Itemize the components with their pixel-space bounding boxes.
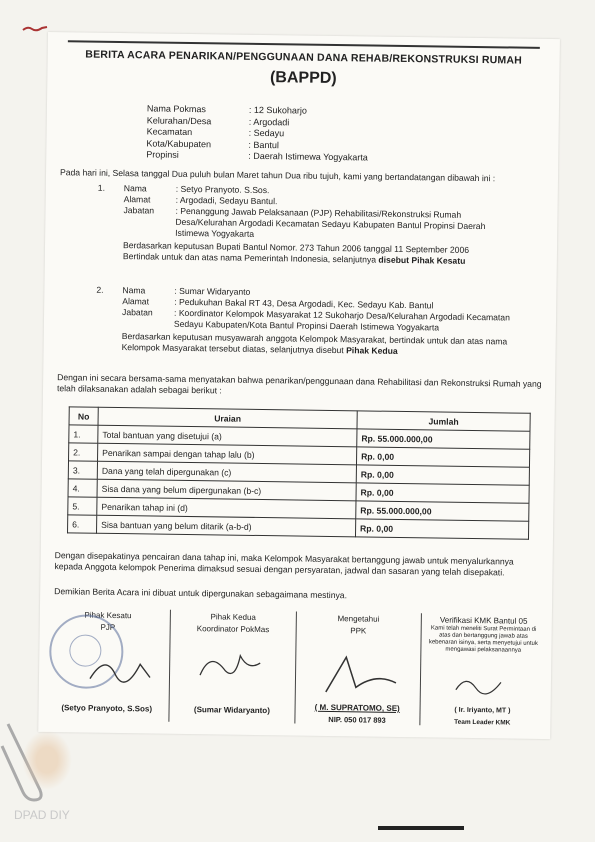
emblem-seal-icon	[22, 730, 72, 790]
handwritten-signature-icon	[85, 649, 156, 690]
info-value: : Sedayu	[248, 127, 285, 139]
row-amount: Rp. 0,00	[355, 519, 528, 539]
row-number: 3.	[68, 461, 97, 479]
handwritten-signature-icon	[451, 672, 511, 697]
signature-subtitle: Kami telah meneliti Surat Permintaan di atas dan bertanggung jawab atas kebenaran isinya, serta menyetujui untuk mengawasi pelaksanaannya	[428, 625, 538, 654]
signature-name: ( Ir. Iriyanto, MT )	[454, 706, 511, 715]
info-label: Kecamatan	[146, 126, 193, 138]
signature-title: Pihak Kedua	[210, 612, 256, 622]
pokmas-info	[146, 103, 368, 164]
signature-name: (Setyo Pranyoto, S.Sos)	[61, 703, 153, 714]
closing-text: Dengan disepakatinya pencairan dana tahap ini, maka Kelompok Masyarakat bertanggung jawab untuk menyalurkannya kepada Anggota kelompok Penerima dimaksud sesuai dengan persyaratan, jadwal dan sasaran yang telah disepakati.	[54, 550, 514, 578]
signature-subtitle: PJP	[100, 622, 116, 632]
handwritten-signature-icon	[315, 652, 406, 699]
address-label: Alamat	[123, 194, 151, 205]
name-label: Nama	[123, 183, 147, 194]
info-value: : Daerah Istimewa Yogyakarta	[248, 150, 368, 163]
document-page	[38, 32, 560, 739]
party-one	[97, 183, 516, 268]
info-label: Kelurahan/Desa	[146, 114, 212, 126]
handwritten-signature-icon	[190, 640, 271, 691]
row-description: Dana yang telah dipergunakan (c)	[97, 461, 356, 483]
document-code: (BAPPD)	[269, 69, 337, 88]
signature-name: (Sumar Widaryanto)	[193, 705, 270, 716]
party-basis	[96, 331, 542, 359]
row-amount: Rp. 0,00	[356, 465, 529, 485]
watermark: DPAD DIY	[14, 808, 70, 822]
info-label: Propinsi	[146, 149, 179, 160]
position-label: Jabatan	[122, 307, 153, 318]
info-row	[146, 149, 368, 164]
row-number: 6.	[68, 515, 97, 533]
party-basis-text: Berdasarkan keputusan musyawarah anggota Kelompok Masyarakat, bertindak untuk dan atas nama Kelompok Masyarakat tersebut diatas, selanjutnya disebut	[121, 331, 508, 356]
party-number: 1.	[97, 182, 106, 193]
info-label: Kota/Kabupaten	[146, 137, 212, 149]
party-basis: Berdasarkan keputusan Bupati Bantul Nomor. 273 Tahun 2006 tanggal 11 September 2006	[122, 240, 470, 255]
signature-title: Mengetahui	[337, 614, 380, 624]
address-label: Alamat	[122, 296, 150, 307]
signature-verifikasi	[420, 613, 546, 727]
position-value: : Penanggung Jawab Pelaksanaan (PJP) Rehabilitasi/Rekonstruksi Rumah Desa/Kelurahan Argodadi Kecamatan Sedayu Kabupaten Bantul Propinsi Daerah Istimewa Yogyakarta	[175, 205, 486, 239]
info-value: : 12 Sukoharjo	[248, 104, 308, 116]
fund-table	[67, 406, 531, 539]
row-description: Penarikan sampai dengan tahap lalu (b)	[98, 443, 357, 465]
position-label: Jabatan	[123, 205, 155, 216]
row-number: 4.	[68, 479, 97, 497]
ink-mark	[22, 20, 48, 28]
row-amount: Rp. 55.000.000,00	[357, 429, 530, 449]
signature-pihak-kedua	[170, 610, 297, 724]
position-value: : Koordinator Kelompok Masyarakat 12 Sukoharjo Desa/Kelurahan Argodadi Kecamatan Sedayu Kabupaten/Kota Bantul Propinsi Daerah Istimewa Yogyakarta	[173, 307, 510, 333]
row-description: Total bantuan yang disetujui (a)	[98, 425, 357, 447]
row-number: 5.	[68, 497, 97, 515]
signature-nip: NIP. 050 017 893	[328, 714, 386, 725]
info-label: Nama Pokmas	[146, 103, 207, 115]
signature-subtitle: PPK	[350, 626, 367, 636]
table-header: No	[69, 407, 98, 425]
party-basis-role: Pihak Kedua	[346, 345, 398, 356]
row-number: 2.	[69, 443, 98, 461]
document-title: BERITA ACARA PENARIKAN/PENGGUNAAN DANA REHAB/REKONSTRUKSI RUMAH	[85, 48, 523, 67]
signature-pihak-kesatu	[44, 608, 171, 722]
row-description: Sisa dana yang belum dipergunakan (b-c)	[97, 479, 356, 501]
signature-name: ( M. SUPRATOMO, SE)	[314, 702, 400, 713]
name-value: : Setyo Pranyoto. S.Sos.	[175, 183, 270, 196]
party-act-role: disebut Pihak Kesatu	[378, 254, 466, 266]
intro-text: Pada hari ini, Selasa tanggal Dua puluh bulan Maret tahun Dua ribu tujuh, kami yang bertandatangan dibawah ini :	[59, 167, 496, 184]
address-value: : Argodadi, Sedayu Bantul.	[175, 194, 278, 207]
table-header: Jumlah	[357, 411, 530, 431]
scan-bar	[378, 826, 464, 830]
info-value: : Bantul	[248, 139, 280, 150]
signature-title: Pihak Kesatu	[84, 610, 132, 621]
signature-ppk	[295, 612, 422, 726]
signature-role: Team Leader KMK	[454, 718, 511, 727]
signature-title: Verifikasi KMK Bantul 05	[439, 615, 528, 626]
row-number: 1.	[69, 425, 98, 443]
party-number: 2.	[96, 284, 104, 295]
closing-statement: Demikian Berita Acara ini dibuat untuk dipergunakan sebagaimana mestinya.	[54, 586, 348, 601]
row-description: Sisa bantuan yang belum ditarik (a-b-d)	[97, 515, 356, 537]
name-label: Nama	[122, 285, 146, 296]
signature-block	[44, 608, 546, 727]
row-description: Penarikan tahap ini (d)	[97, 497, 356, 519]
row-amount: Rp. 0,00	[356, 447, 529, 467]
title-block	[67, 40, 540, 91]
info-value: : Argodadi	[248, 116, 290, 127]
row-amount: Rp. 55.000.000,00	[356, 501, 529, 521]
name-value: : Sumar Widaryanto	[174, 285, 251, 297]
party-two	[96, 285, 543, 359]
signature-subtitle: Koordinator PokMas	[196, 624, 270, 635]
row-amount: Rp. 0,00	[356, 483, 529, 503]
table-header: Uraian	[98, 407, 357, 429]
statement-text: Dengan ini secara bersama-sama menyatakan bahwa penarikan/penggunaan dana Rehabilitasi dan Rekonstruksi Rumah yang telah dilaksanakan adalah sebagai berikut :	[56, 372, 542, 396]
address-value: : Pedukuhan Bakal RT 43, Desa Argodadi, Kec. Sedayu Kab. Bantul	[174, 296, 434, 311]
party-act-text: Bertindak untuk dan atas nama Pemerintah Indonesia, selanjutnya	[122, 251, 379, 265]
